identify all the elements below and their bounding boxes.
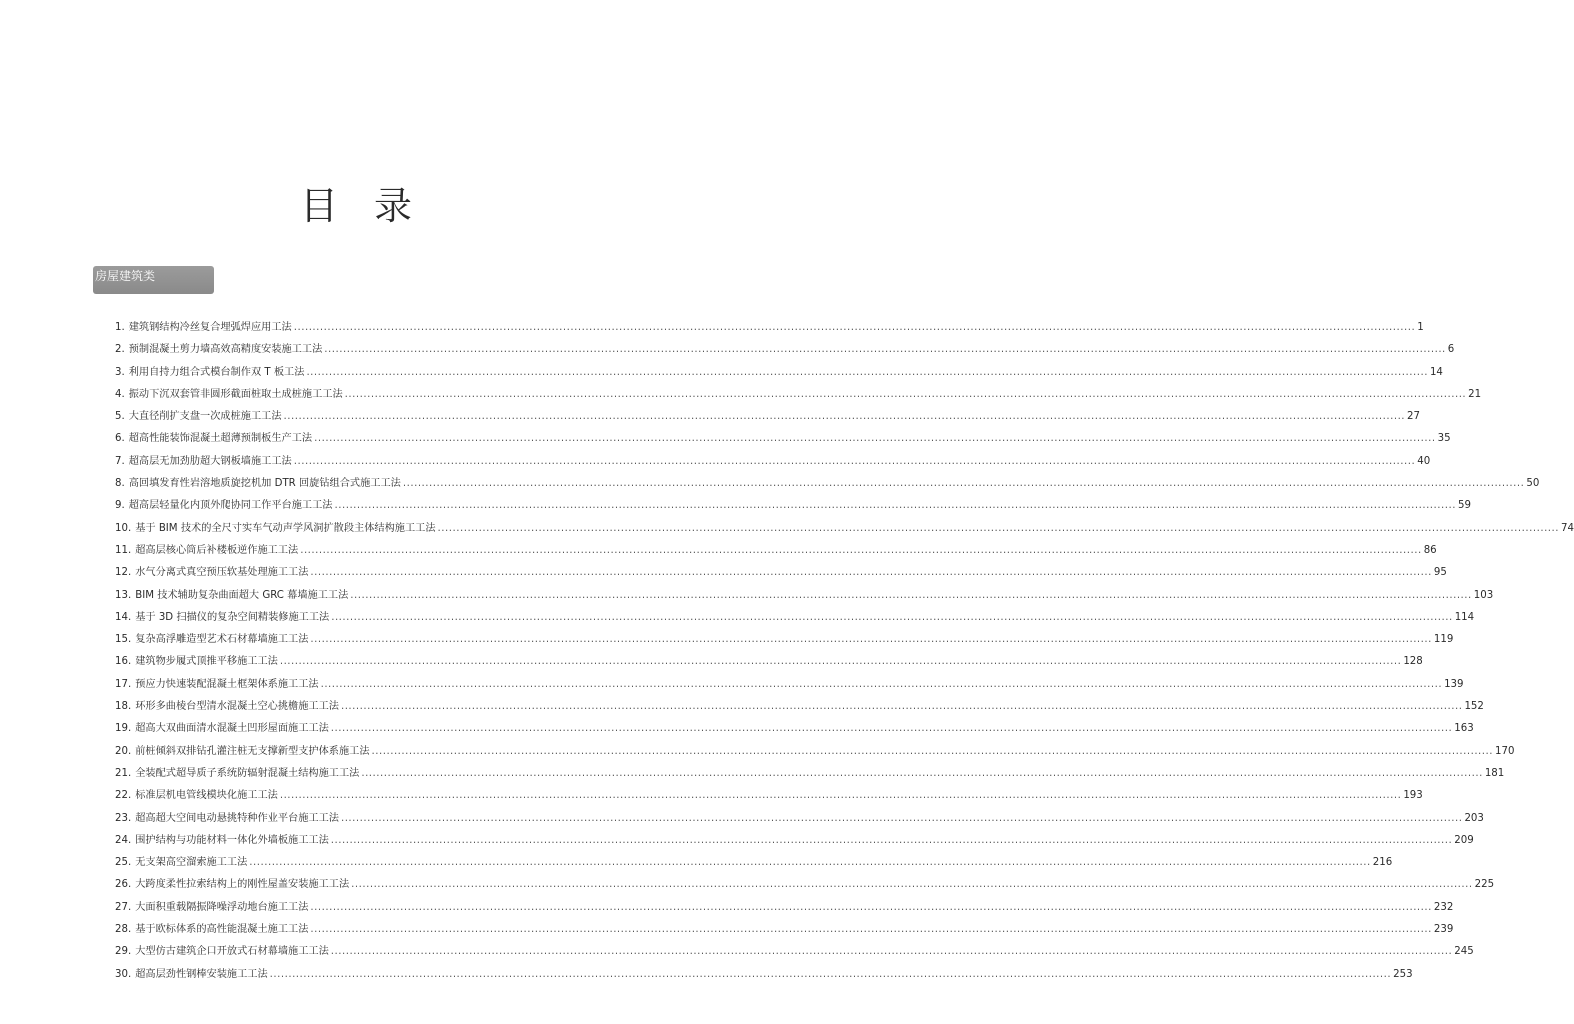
toc-entry-title: 高回填发育性岩溶地质旋挖机加 DTR 回旋钻组合式施工工法 bbox=[128, 478, 401, 490]
toc-entry[interactable] bbox=[115, 785, 1423, 807]
toc-entry-title: 超高层劲性钢棒安装施工工法 bbox=[135, 968, 268, 980]
section-label: 房屋建筑类 bbox=[95, 269, 156, 283]
toc-entry[interactable] bbox=[115, 540, 1437, 562]
toc-dot-leader: ............................................................................................................................................................................................................................................................................................................ bbox=[310, 924, 1432, 936]
toc-dot-leader: ............................................................................................................................................................................................................................................................................................................ bbox=[331, 611, 1453, 623]
toc-entry-page: 203 bbox=[1464, 812, 1484, 824]
toc-entry-page: 181 bbox=[1484, 767, 1505, 779]
toc-dot-leader: ............................................................................................................................................................................................................................................................................................................ bbox=[324, 344, 1446, 356]
toc-entry-number: 1. bbox=[115, 322, 125, 333]
toc-entry-number: 30. bbox=[115, 968, 132, 980]
toc-entry[interactable] bbox=[115, 585, 1494, 607]
toc-entry-title: 超高层轻量化内顶外爬协同工作平台施工工法 bbox=[128, 500, 333, 512]
toc-entry-number: 7. bbox=[115, 455, 125, 467]
page-title: 目 录 bbox=[299, 184, 425, 228]
toc-entry-number: 13. bbox=[115, 589, 132, 601]
toc-entry-number: 28. bbox=[115, 924, 132, 936]
toc-entry-number: 9. bbox=[115, 500, 125, 512]
toc-entry-title: 水气分离式真空预压软基处理施工工法 bbox=[135, 567, 309, 579]
toc-dot-leader: ............................................................................................................................................................................................................................................................................................................ bbox=[340, 701, 1463, 713]
toc-entry-page: 139 bbox=[1444, 678, 1464, 690]
toc-dot-leader: ............................................................................................................................................................................................................................................................................................................ bbox=[293, 455, 1416, 467]
toc-entry-title: 前桩倾斜双排钻孔灌注桩无支撑新型支护体系施工法 bbox=[135, 745, 370, 757]
toc-entry[interactable] bbox=[115, 651, 1423, 673]
toc-entry-page: 225 bbox=[1474, 879, 1495, 891]
toc-entry[interactable] bbox=[115, 808, 1484, 830]
toc-entry-title: 环形多曲棱台型清水混凝土空心挑檐施工工法 bbox=[135, 701, 339, 713]
toc-entry-page: 59 bbox=[1457, 500, 1471, 512]
toc-entry-number: 15. bbox=[115, 634, 132, 646]
toc-entry-title: BIM 技术辅助复杂曲面超大 GRC 幕墙施工工法 bbox=[135, 589, 349, 601]
toc-entry-number: 6. bbox=[115, 433, 125, 445]
toc-entry-number: 17. bbox=[115, 678, 132, 690]
toc-dot-leader: ............................................................................................................................................................................................................................................................................................................ bbox=[340, 812, 1463, 824]
toc-entry-title: 大直径削扩支盘一次成桩施工工法 bbox=[128, 411, 282, 423]
toc-entry-number: 21. bbox=[115, 767, 132, 779]
toc-entry[interactable] bbox=[115, 562, 1447, 584]
toc-entry[interactable] bbox=[115, 674, 1464, 696]
toc-entry-title: 复杂高浮雕造型艺术石材幕墙施工工法 bbox=[135, 634, 309, 646]
toc-entry-page: 245 bbox=[1454, 946, 1474, 958]
toc-entry[interactable] bbox=[115, 629, 1454, 651]
toc-entry-page: 216 bbox=[1372, 857, 1393, 869]
toc-entry-page: 27 bbox=[1407, 411, 1421, 423]
toc-entry-page: 193 bbox=[1403, 790, 1423, 802]
toc-entry[interactable] bbox=[115, 919, 1454, 941]
toc-entry[interactable] bbox=[115, 473, 1540, 495]
toc-entry-number: 12. bbox=[115, 567, 132, 579]
toc-entry[interactable] bbox=[115, 495, 1471, 517]
toc-entry-title: 大型仿古建筑企口开放式石材幕墙施工工法 bbox=[135, 946, 329, 958]
toc-dot-leader: ............................................................................................................................................................................................................................................................................................................ bbox=[283, 411, 1406, 423]
toc-entry-page: 170 bbox=[1495, 745, 1515, 757]
toc-entry-page: 1 bbox=[1417, 322, 1424, 333]
toc-dot-leader: ............................................................................................................................................................................................................................................................................................................ bbox=[249, 857, 1371, 869]
toc-entry-page: 86 bbox=[1423, 544, 1437, 556]
toc-dot-leader: ............................................................................................................................................................................................................................................................................................................ bbox=[350, 589, 1472, 601]
toc-entry-number: 18. bbox=[115, 701, 132, 713]
toc-entry[interactable] bbox=[115, 874, 1495, 896]
toc-dot-leader: ............................................................................................................................................................................................................................................................................................................ bbox=[344, 388, 1467, 400]
toc-entry-title: 超高性能装饰混凝土超薄预制板生产工法 bbox=[128, 433, 313, 445]
toc-entry[interactable] bbox=[115, 741, 1515, 763]
toc-entry-page: 239 bbox=[1433, 924, 1454, 936]
toc-dot-leader: ............................................................................................................................................................................................................................................................................................................ bbox=[402, 478, 1525, 490]
toc-dot-leader: ............................................................................................................................................................................................................................................................................................................ bbox=[361, 767, 1483, 779]
toc-entry-number: 19. bbox=[115, 723, 132, 735]
toc-entry[interactable] bbox=[115, 384, 1482, 406]
toc-entry-title: 利用自持力组合式模台制作双 T 板工法 bbox=[128, 366, 305, 378]
toc-entry-title: 超高大双曲面清水混凝土凹形屋面施工工法 bbox=[135, 723, 329, 735]
toc-list bbox=[115, 317, 1574, 986]
toc-entry-page: 209 bbox=[1454, 834, 1474, 846]
toc-entry-title: 预应力快速装配混凝土框架体系施工工法 bbox=[135, 678, 319, 690]
toc-entry[interactable] bbox=[115, 339, 1455, 361]
toc-entry-number: 22. bbox=[115, 790, 132, 802]
toc-entry[interactable] bbox=[115, 696, 1484, 718]
toc-entry-title: 基于欧标体系的高性能混凝土施工工法 bbox=[135, 924, 309, 936]
toc-entry-number: 14. bbox=[115, 611, 132, 623]
toc-entry-number: 11. bbox=[115, 544, 132, 556]
toc-entry-page: 35 bbox=[1437, 433, 1451, 445]
toc-entry-page: 50 bbox=[1526, 478, 1540, 490]
toc-dot-leader: ............................................................................................................................................................................................................................................................................................................ bbox=[314, 433, 1436, 445]
toc-entry[interactable] bbox=[115, 964, 1413, 986]
toc-entry-number: 4. bbox=[115, 388, 125, 400]
toc-entry-title: 标准层机电管线模块化施工工法 bbox=[135, 790, 278, 802]
toc-entry-page: 21 bbox=[1468, 388, 1482, 400]
toc-entry[interactable] bbox=[115, 852, 1393, 874]
toc-entry-number: 27. bbox=[115, 901, 132, 913]
toc-entry-page: 114 bbox=[1454, 611, 1475, 623]
toc-entry-number: 26. bbox=[115, 879, 132, 891]
toc-entry-title: 建筑物步履式顶推平移施工工法 bbox=[135, 656, 278, 668]
toc-entry-number: 16. bbox=[115, 656, 132, 668]
toc-entry-page: 119 bbox=[1433, 634, 1454, 646]
toc-entry[interactable] bbox=[115, 941, 1474, 963]
toc-entry-page: 14 bbox=[1429, 366, 1443, 378]
toc-entry-page: 152 bbox=[1464, 701, 1484, 713]
toc-entry-number: 25. bbox=[115, 857, 132, 869]
toc-entry-title: 超高超大空间电动悬挑特种作业平台施工工法 bbox=[135, 812, 339, 824]
toc-entry-title: 预制混凝土剪力墙高效高精度安装施工工法 bbox=[128, 344, 323, 356]
toc-entry-page: 40 bbox=[1417, 455, 1431, 467]
toc-entry[interactable] bbox=[115, 518, 1574, 540]
toc-dot-leader: ............................................................................................................................................................................................................................................................................................................ bbox=[293, 322, 1416, 333]
toc-entry-number: 10. bbox=[115, 522, 132, 534]
toc-entry[interactable] bbox=[115, 362, 1443, 384]
toc-entry-page: 232 bbox=[1433, 901, 1454, 913]
toc-entry[interactable] bbox=[115, 718, 1474, 740]
toc-entry-title: 无支架高空溜索施工工法 bbox=[135, 857, 248, 869]
toc-entry[interactable] bbox=[115, 451, 1431, 473]
toc-entry-title: 建筑钢结构冷丝复合埋弧焊应用工法 bbox=[128, 322, 292, 333]
toc-entry-number: 2. bbox=[115, 344, 125, 356]
toc-dot-leader: ............................................................................................................................................................................................................................................................................................................ bbox=[279, 790, 1402, 802]
toc-entry-title: 大面积重载隔振降噪浮动地台施工工法 bbox=[135, 901, 309, 913]
toc-dot-leader: ............................................................................................................................................................................................................................................................................................................ bbox=[351, 879, 1473, 891]
toc-dot-leader: ............................................................................................................................................................................................................................................................................................................ bbox=[269, 968, 1392, 980]
toc-dot-leader: ............................................................................................................................................................................................................................................................................................................ bbox=[320, 678, 1443, 690]
toc-dot-leader: ............................................................................................................................................................................................................................................................................................................ bbox=[279, 656, 1402, 668]
toc-entry[interactable] bbox=[115, 428, 1451, 450]
toc-entry-page: 128 bbox=[1403, 656, 1423, 668]
toc-entry-page: 74 bbox=[1561, 522, 1574, 534]
toc-entry[interactable] bbox=[115, 317, 1424, 339]
toc-dot-leader: ............................................................................................................................................................................................................................................................................................................ bbox=[371, 745, 1494, 757]
toc-dot-leader: ............................................................................................................................................................................................................................................................................................................ bbox=[306, 366, 1428, 378]
toc-entry-page: 6 bbox=[1447, 344, 1455, 356]
toc-entry-number: 8. bbox=[115, 478, 125, 490]
toc-dot-leader: ............................................................................................................................................................................................................................................................................................................ bbox=[437, 522, 1560, 534]
toc-entry-title: 全装配式超导质子系统防辐射混凝土结构施工工法 bbox=[135, 767, 360, 779]
toc-entry-page: 103 bbox=[1473, 589, 1494, 601]
toc-entry-number: 29. bbox=[115, 946, 132, 958]
section-tab bbox=[93, 266, 214, 294]
toc-entry-title: 基于 3D 扫描仪的复杂空间精装修施工工法 bbox=[135, 611, 330, 623]
toc-entry-title: 超高层无加劲肋超大钢板墙施工工法 bbox=[128, 455, 292, 467]
toc-entry-title: 基于 BIM 技术的全尺寸实车气动声学风洞扩散段主体结构施工工法 bbox=[135, 522, 436, 534]
toc-entry[interactable] bbox=[115, 763, 1505, 785]
toc-dot-leader: ............................................................................................................................................................................................................................................................................................................ bbox=[334, 500, 1456, 512]
toc-entry-number: 3. bbox=[115, 366, 125, 378]
toc-entry[interactable] bbox=[115, 607, 1475, 629]
toc-dot-leader: ............................................................................................................................................................................................................................................................................................................ bbox=[310, 901, 1432, 913]
toc-dot-leader: ............................................................................................................................................................................................................................................................................................................ bbox=[310, 634, 1432, 646]
toc-entry-number: 5. bbox=[115, 411, 125, 423]
toc-dot-leader: ............................................................................................................................................................................................................................................................................................................ bbox=[330, 946, 1453, 958]
toc-dot-leader: ............................................................................................................................................................................................................................................................................................................ bbox=[300, 544, 1422, 556]
toc-entry-page: 163 bbox=[1454, 723, 1474, 735]
toc-dot-leader: ............................................................................................................................................................................................................................................................................................................ bbox=[330, 834, 1453, 846]
toc-dot-leader: ............................................................................................................................................................................................................................................................................................................ bbox=[330, 723, 1453, 735]
toc-dot-leader: ............................................................................................................................................................................................................................................................................................................ bbox=[310, 567, 1432, 579]
toc-entry-number: 23. bbox=[115, 812, 132, 824]
toc-entry-title: 围护结构与功能材料一体化外墙板施工工法 bbox=[135, 834, 329, 846]
toc-entry-title: 超高层核心筒后补楼板逆作施工工法 bbox=[135, 544, 299, 556]
toc-entry-title: 振动下沉双套管非圆形截面桩取土成桩施工工法 bbox=[128, 388, 343, 400]
toc-entry-number: 20. bbox=[115, 745, 132, 757]
toc-entry-page: 95 bbox=[1433, 567, 1447, 579]
toc-entry[interactable] bbox=[115, 897, 1454, 919]
toc-entry-page: 253 bbox=[1393, 968, 1413, 980]
toc-entry-title: 大跨度柔性拉索结构上的刚性屋盖安装施工工法 bbox=[135, 879, 350, 891]
toc-entry-number: 24. bbox=[115, 834, 132, 846]
toc-entry[interactable] bbox=[115, 830, 1474, 852]
toc-entry[interactable] bbox=[115, 406, 1421, 428]
